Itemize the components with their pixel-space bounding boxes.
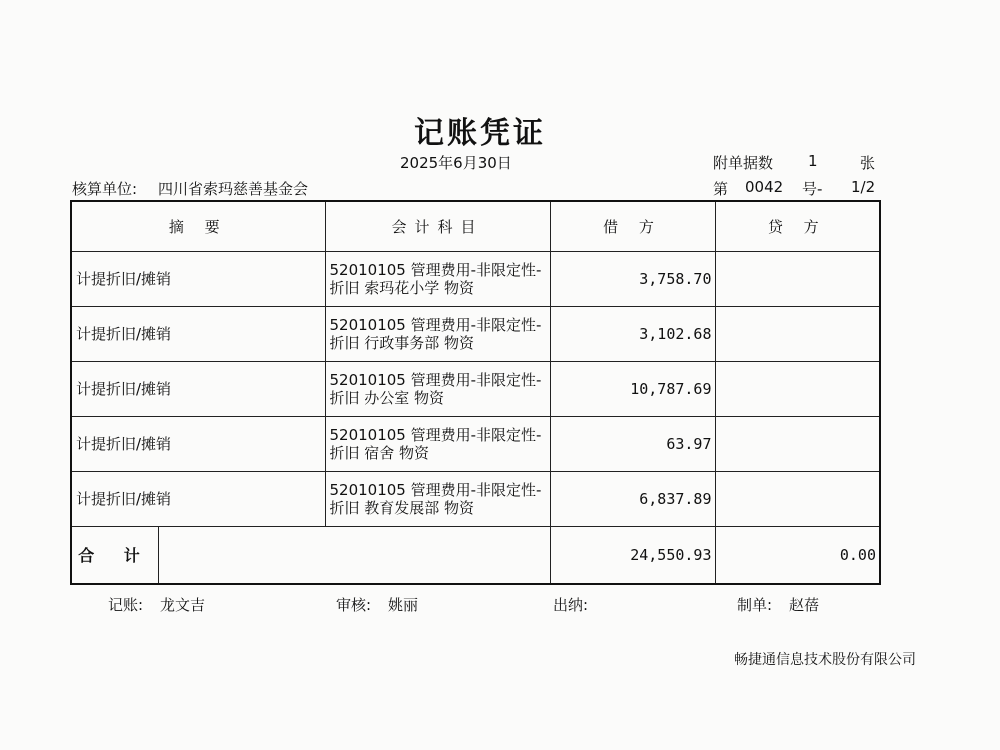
debit-cell: 10,787.69 — [550, 361, 715, 416]
voucher-number: 0042 — [745, 178, 784, 196]
maker-name: 赵蓓 — [789, 596, 820, 614]
voucher-number-prefix: 第 — [713, 180, 729, 198]
account-line: 折旧 索玛花小学 物资 — [329, 278, 475, 297]
bookkeeper-label: 记账: — [108, 596, 144, 614]
header-row — [71, 201, 880, 251]
summary-cell: 计提折旧/摊销 — [71, 306, 325, 361]
total-debit: 24,550.93 — [550, 526, 715, 584]
voucher-table — [70, 200, 881, 585]
credit-cell — [715, 251, 880, 306]
software-company: 畅捷通信息技术股份有限公司 — [734, 652, 916, 668]
voucher-number-suffix: 号- — [802, 180, 823, 198]
credit-cell — [715, 361, 880, 416]
total-blank — [159, 527, 550, 583]
bookkeeper-name: 龙文吉 — [160, 596, 206, 614]
credit-cell — [715, 471, 880, 526]
voucher-title: 记账凭证 — [414, 116, 546, 151]
total-label: 合 计 — [72, 527, 159, 583]
debit-cell: 63.97 — [550, 416, 715, 471]
credit-cell — [715, 416, 880, 471]
table-row — [71, 416, 880, 471]
account-cell — [325, 361, 550, 416]
header-credit: 贷 方 — [715, 201, 880, 251]
summary-cell: 计提折旧/摊销 — [71, 416, 325, 471]
account-line: 52010105 管理费用-非限定性- — [329, 315, 542, 334]
account-cell — [325, 471, 550, 526]
reviewer-label: 审核: — [336, 596, 372, 614]
account-line: 52010105 管理费用-非限定性- — [329, 425, 542, 444]
unit-value: 四川省索玛慈善基金会 — [158, 180, 309, 198]
account-line: 52010105 管理费用-非限定性- — [329, 260, 542, 279]
debit-cell: 3,102.68 — [550, 306, 715, 361]
reviewer-name: 姚丽 — [388, 596, 419, 614]
header-debit: 借 方 — [550, 201, 715, 251]
debit-cell: 6,837.89 — [550, 471, 715, 526]
account-line: 折旧 行政事务部 物资 — [329, 333, 475, 352]
total-label-area — [71, 526, 550, 584]
unit-label: 核算单位: — [72, 180, 138, 198]
total-row — [71, 526, 880, 584]
credit-cell — [715, 306, 880, 361]
table-row — [71, 306, 880, 361]
header-account: 会计科目 — [325, 201, 550, 251]
summary-cell: 计提折旧/摊销 — [71, 251, 325, 306]
attachments-count: 1 — [808, 152, 818, 170]
table-row — [71, 251, 880, 306]
account-line: 折旧 教育发展部 物资 — [329, 498, 475, 517]
attachments-label: 附单据数 — [713, 154, 774, 172]
account-line: 52010105 管理费用-非限定性- — [329, 480, 542, 499]
table-row — [71, 471, 880, 526]
summary-cell: 计提折旧/摊销 — [71, 361, 325, 416]
debit-cell: 3,758.70 — [550, 251, 715, 306]
summary-cell: 计提折旧/摊销 — [71, 471, 325, 526]
voucher-page: 1/2 — [851, 178, 876, 196]
voucher-date: 2025年6月30日 — [400, 154, 512, 172]
table-row — [71, 361, 880, 416]
maker-label: 制单: — [737, 596, 773, 614]
cashier-label: 出纳: — [553, 596, 589, 614]
attachments-unit: 张 — [860, 154, 876, 172]
account-cell — [325, 306, 550, 361]
account-line: 折旧 宿舍 物资 — [329, 443, 430, 462]
account-cell — [325, 416, 550, 471]
account-cell — [325, 251, 550, 306]
total-credit: 0.00 — [715, 526, 880, 584]
account-line: 52010105 管理费用-非限定性- — [329, 370, 542, 389]
header-summary: 摘 要 — [71, 201, 325, 251]
account-line: 折旧 办公室 物资 — [329, 388, 445, 407]
